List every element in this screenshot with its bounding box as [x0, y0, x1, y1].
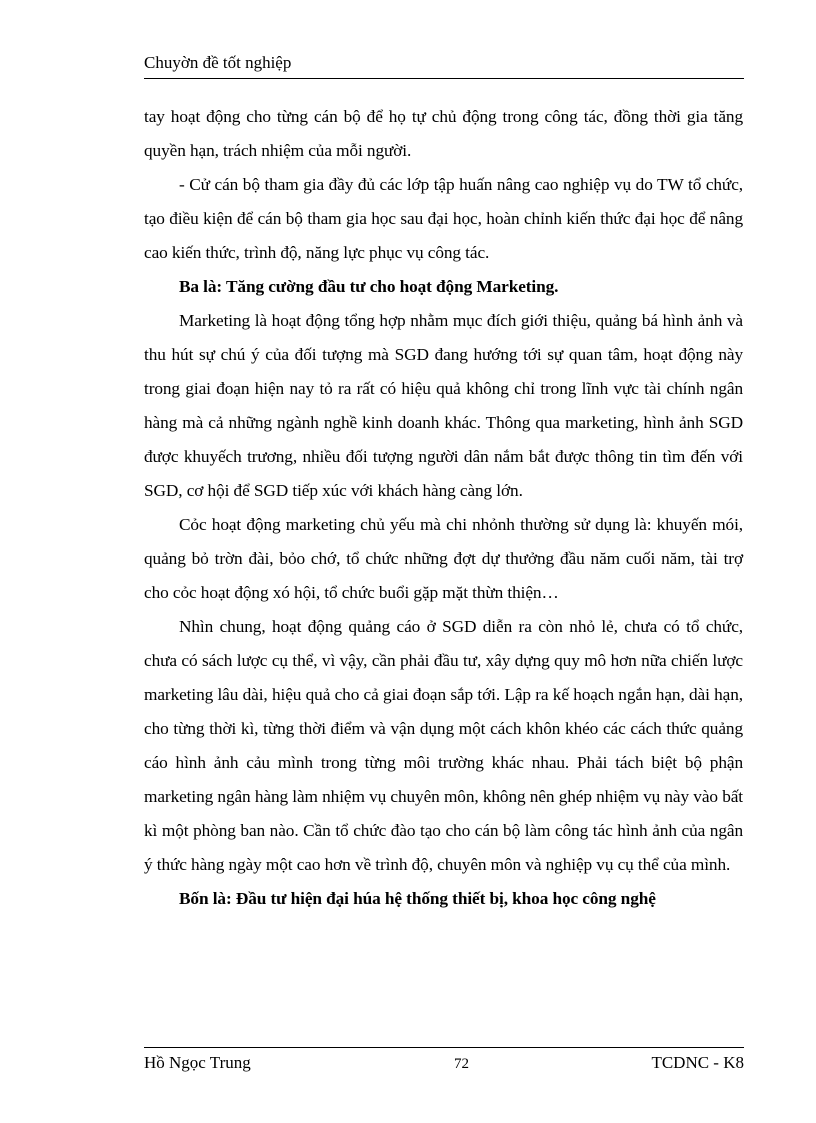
page-footer	[144, 1047, 744, 1078]
paragraph-marketing-activities: Cỏc hoạt động marketing chủ yếu mà chi nhỏnh thường sử dụng là: khuyến mói, quảng bỏ trờn đài, bỏo chớ, tổ chức những đợt dự thưởng đầu năm cuối năm, tài trợ cho cỏc hoạt động xó hội, tổ chức buổi gặp mặt thừn thiện…	[144, 515, 743, 602]
heading-marketing: Ba là: Tăng cường đầu tư cho hoạt động Marketing.	[179, 277, 559, 296]
page-header	[144, 52, 744, 79]
header-title: Chuyờn đề tốt nghiệp	[144, 53, 292, 72]
paragraph-marketing-intro: Marketing là hoạt động tổng hợp nhằm mục đích giới thiệu, quảng bá hình ảnh và thu hút sự chú ý của đối tượng mà SGD đang hướng tới sự quan tâm, hoạt động này trong giai đoạn hiện nay tỏ ra rất có hiệu quả không chỉ trong lĩnh vực tài chính ngân hàng mà cả những ngành nghề kinh doanh khác. Thông qua marketing, hình ảnh SGD được khuyếch trương, nhiều đối tượng người dân nắm bắt được thông tin tìm đến với SGD, cơ hội để SGD tiếp xúc với khách hàng càng lớn.	[144, 311, 743, 500]
paragraph-advertising: Nhìn chung, hoạt động quảng cáo ở SGD diễn ra còn nhỏ lẻ, chưa có tổ chức, chưa có sách lược cụ thể, vì vậy, cần phải đầu tư, xây dựng quy mô hơn nữa chiến lược marketing lâu dài, hiệu quả cho cả giai đoạn sắp tới. Lập ra kế hoạch ngắn hạn, dài hạn, cho từng thời kì, từng thời điểm và vận dụng một cách khôn khéo các cách thức quảng cáo hình ảnh cảu mình trong từng môi trường khác nhau. Phải tách biệt bộ phận marketing ngân hàng làm nhiệm vụ chuyên môn, không nên ghép nhiệm vụ này vào bất kì một phòng ban nào. Cần tổ chức đào tạo cho cán bộ làm công tác hình ảnh của ngân ý thức hàng ngày một cao hơn về trình độ, chuyên môn và nghiệp vụ cụ thể của mình.	[144, 617, 743, 874]
document-body	[144, 100, 743, 916]
footer-author: Hồ Ngọc Trung	[144, 1053, 251, 1072]
paragraph-training: - Cử cán bộ tham gia đầy đủ các lớp tập huấn nâng cao nghiệp vụ do TW tổ chức, tạo điều kiện để cán bộ tham gia học sau đại học, hoàn chỉnh kiến thức đại học để nâng cao kiến thức, trình độ, năng lực phục vụ công tác.	[144, 175, 743, 262]
footer-page-number: 72	[454, 1056, 469, 1072]
paragraph-continuation: tay hoạt động cho từng cán bộ để họ tự chủ động trong công tác, đồng thời gia tăng quyền hạn, trách nhiệm của mỗi người.	[144, 107, 743, 160]
footer-code: TCDNC - K8	[651, 1053, 744, 1072]
heading-technology: Bốn là: Đầu tư hiện đại húa hệ thống thiết bị, khoa học công nghệ	[179, 889, 656, 908]
